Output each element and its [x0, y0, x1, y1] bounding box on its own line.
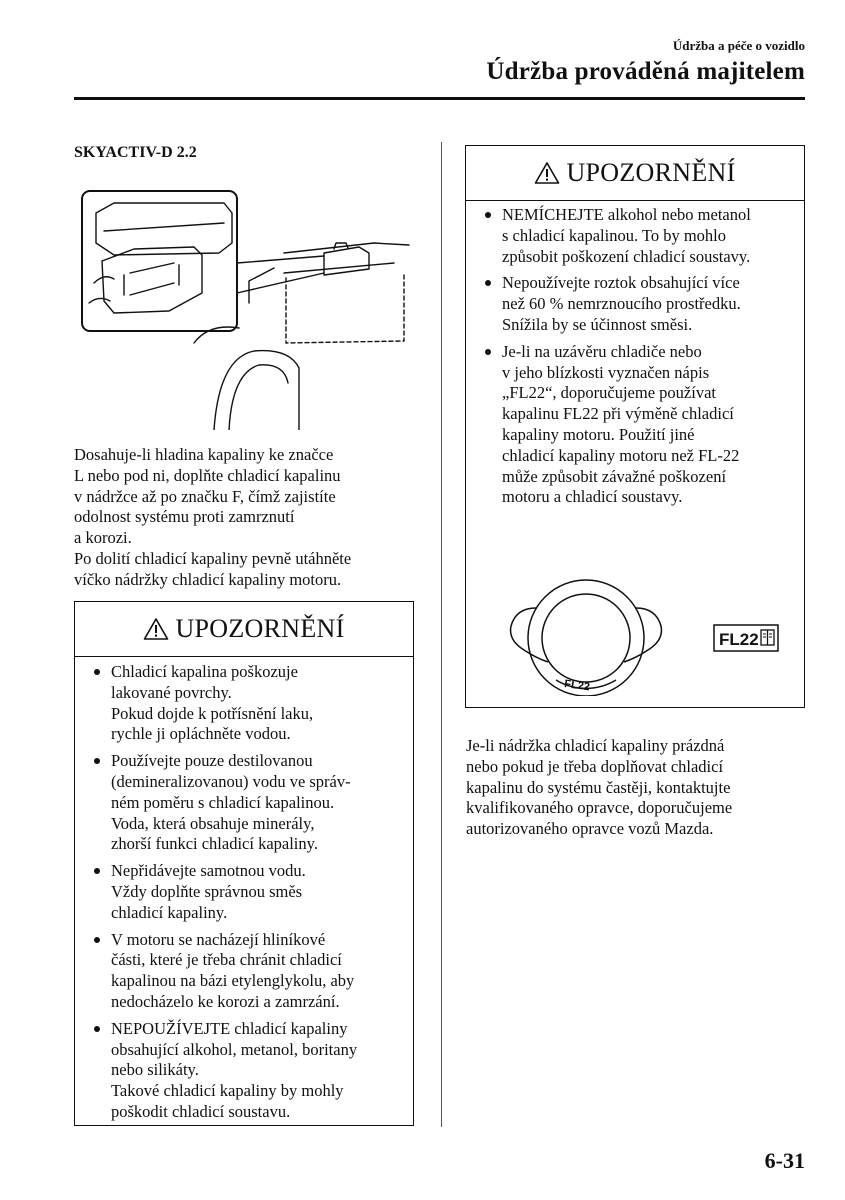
text-line: zhorší funkci chladicí kapaliny. [111, 834, 318, 854]
warning-title-text: UPOZORNĚNÍ [175, 614, 345, 643]
warning-item [85, 662, 405, 745]
section-heading: SKYACTIV-D 2.2 [74, 144, 197, 161]
text-line: nebo pokud je třeba doplňovat chladicí [466, 756, 724, 776]
text-line: než 60 % nemrznoucího prostředku. [502, 294, 741, 314]
warning-item [85, 751, 405, 855]
warning-triangle-icon [143, 617, 169, 641]
radiator-cap-illustration [486, 578, 786, 696]
left-body-text [74, 445, 424, 591]
text-line: V motoru se nacházejí hliníkové [111, 929, 326, 949]
text-line: části, které je třeba chránit chladicí [111, 950, 342, 970]
text-line: Je-li nádržka chladicí kapaliny prázdná [466, 736, 725, 755]
text-line: v jeho blízkosti vyznačen nápis [502, 362, 710, 382]
warning-title [75, 602, 413, 657]
column-divider [441, 142, 442, 1127]
warning-title [466, 146, 804, 201]
text-line: Pokud dojde k potřísnění laku, [111, 703, 314, 723]
warning-item [476, 342, 796, 508]
text-line: ném poměru s chladicí kapalinou. [111, 792, 335, 812]
warning-triangle-icon [534, 161, 560, 185]
warning-item [476, 205, 796, 267]
text-line: kapalinu FL22 při výměně chladicí [502, 404, 734, 424]
fl22-label-text: FL22 [719, 630, 759, 649]
text-line: Snížila by se účinnost směsi. [502, 314, 693, 334]
text-line: Dosahuje-li hladina kapaliny ke značce [74, 445, 334, 464]
text-line: víčko nádržky chladicí kapaliny motoru. [74, 569, 342, 589]
page-title: Údržba prováděná majitelem [486, 58, 805, 85]
text-line: Nepřidávejte samotnou vodu. [111, 861, 306, 881]
text-line: NEPOUŽÍVEJTE chladicí kapaliny [111, 1018, 348, 1038]
page-number: 6-31 [764, 1148, 805, 1173]
text-line: poškodit chladicí soustavu. [111, 1101, 291, 1121]
text-line: (demineralizovanou) vodu ve správ- [111, 771, 351, 791]
text-line: lakované povrchy. [111, 682, 232, 702]
text-line: chladicí kapaliny motoru než FL-22 [502, 445, 740, 465]
text-line: Po dolití chladicí kapaliny pevně utáhněte [74, 548, 352, 568]
warning-item [85, 861, 405, 923]
text-line: odolnost systému proti zamrznutí [74, 507, 295, 527]
text-line: motoru a chladicí soustavy. [502, 487, 683, 507]
text-line: kapalinou na bázi etylenglykolu, aby [111, 971, 355, 991]
text-line: „FL22“, doporučujeme používat [502, 383, 716, 403]
header-rule [74, 97, 805, 100]
header-section-label: Údržba a péče o vozidlo [672, 38, 805, 53]
cap-marking-text: FL22 [563, 678, 591, 694]
text-line: nebo silikáty. [111, 1060, 199, 1080]
text-line: obsahující alkohol, metanol, boritany [111, 1039, 358, 1059]
warning-item [85, 1019, 405, 1123]
text-line: nedocházelo ke korozi a zamrzání. [111, 991, 340, 1011]
text-line: NEMÍCHEJTE alkohol nebo metanol [502, 205, 751, 224]
coolant-reservoir-illustration [74, 183, 419, 430]
text-line: chladicí kapaliny. [111, 902, 228, 922]
warning-box-left [74, 601, 414, 1126]
text-line: může způsobit závažné poškození [502, 466, 727, 486]
text-line: Chladicí kapalina poškozuje [111, 662, 298, 681]
text-line: způsobit poškození chladicí soustavy. [502, 246, 751, 266]
text-line: Používejte pouze destilovanou [111, 751, 313, 771]
manual-book-icon [761, 630, 774, 645]
text-line: L nebo pod ni, doplňte chladicí kapalinu [74, 465, 341, 485]
text-line: kapaliny motoru. Použití jiné [502, 424, 695, 444]
text-line: Vždy doplňte správnou směs [111, 881, 303, 901]
text-line: Takové chladicí kapaliny by mohly [111, 1081, 344, 1101]
warning-item [476, 273, 796, 335]
text-line: Nepoužívejte roztok obsahující více [502, 273, 740, 293]
text-line: v nádržce až po značku F, čímž zajistíte [74, 486, 336, 506]
text-line: s chladicí kapalinou. To by mohlo [502, 225, 727, 245]
warning-box-right [465, 145, 805, 708]
right-body-text [466, 736, 806, 840]
warning-item [85, 930, 405, 1013]
cap-tighten-paragraph [74, 549, 424, 591]
text-line: a korozi. [74, 528, 132, 548]
text-line: Voda, která obsahuje minerály, [111, 813, 315, 833]
text-line: kapalinu do systému častěji, kontaktujte [466, 777, 731, 797]
text-line: kvalifikovaného opravce, doporučujeme [466, 798, 733, 818]
text-line: Je-li na uzávěru chladiče nebo [502, 341, 702, 361]
warning-list [85, 662, 405, 1129]
warning-title-text: UPOZORNĚNÍ [566, 158, 736, 187]
text-line: rychle ji opláchněte vodou. [111, 724, 291, 744]
text-line: autorizovaného opravce vozů Mazda. [466, 819, 714, 839]
fill-instruction-paragraph [74, 445, 424, 549]
warning-list [476, 205, 796, 514]
